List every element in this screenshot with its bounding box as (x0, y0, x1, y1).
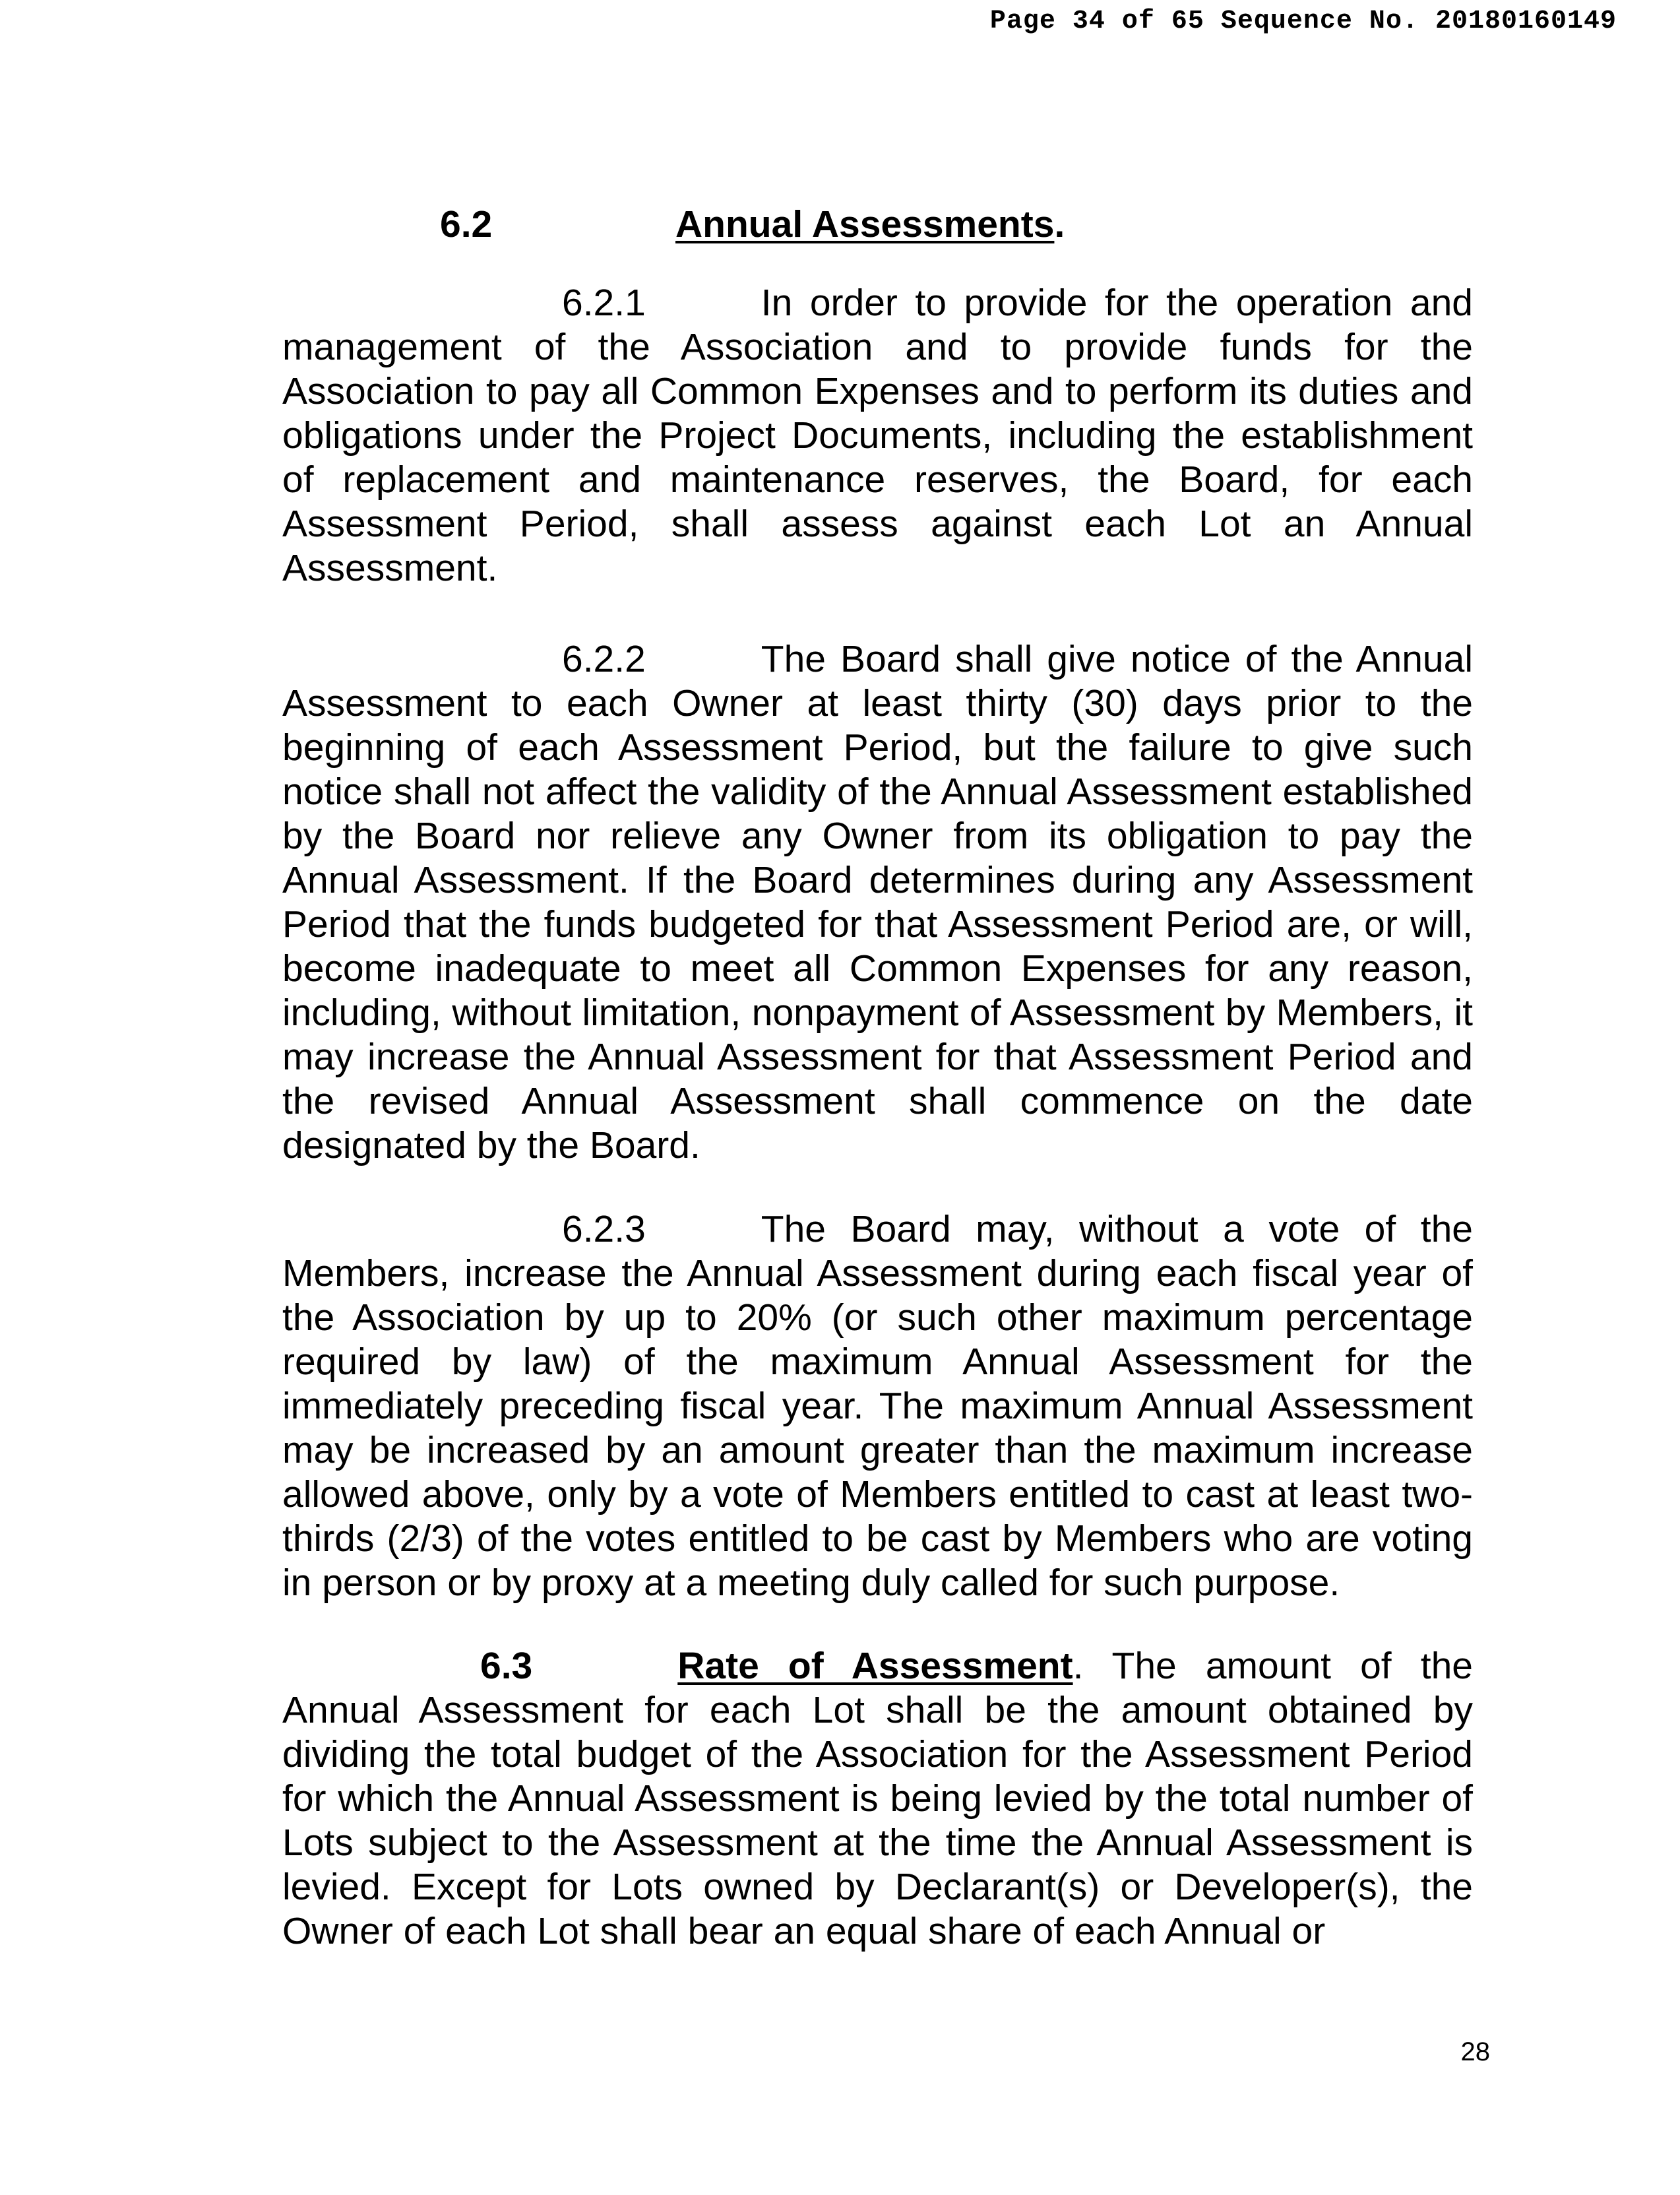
section-number: 6.2 (440, 203, 493, 245)
paragraph-text: The Board may, without a vote of the Members, increase the Annual Assessment during each fiscal year of the Association by up to 20% (or such other maximum percentage required by law) of the maximum Annual Assessment for the immediately preceding fiscal year. The maximum Annual Assessment may be increased by an amount greater than the maximum increase allowed above, only by a vote of Members entitled to cast at least two-thirds (2/3) of the votes entitled to be cast by Members who are voting in person or by proxy at a meeting duly called for such purpose. (282, 1208, 1473, 1604)
paragraph-6-2-3 (282, 1207, 1473, 1605)
paragraph-number: 6.2.1 (562, 282, 646, 324)
section-title: Rate of Assessment (677, 1645, 1073, 1687)
paragraph-text: In order to provide for the operation and management of the Association and to provide funds for the Association to pay all Common Expenses and to perform its duties and obligations under the Project Documents, including the establishment of replacement and maintenance reserves, the Board, for each Assessment Period, shall assess against each Lot an Annual Assessment. (282, 282, 1473, 589)
section-title-text: Annual Assessments (675, 203, 1055, 245)
section-number: 6.3 (480, 1645, 533, 1687)
paragraph-number: 6.2.2 (562, 638, 646, 680)
section-title (675, 198, 1065, 251)
paragraph-text: The amount of the Annual Assessment for each Lot shall be the amount obtained by dividing the total budget of the Association for the Assessment Period for which the Annual Assessment is being levied by the total number of Lots subject to the Assessment at the time the Annual Assessment is levied. Except for Lots owned by Declarant(s) or Developer(s), the Owner of each Lot shall bear an equal share of each Annual or (282, 1645, 1473, 1952)
paragraph-6-2-1 (282, 281, 1473, 590)
section-title-suffix: . (1054, 203, 1065, 245)
paragraph-number: 6.2.3 (562, 1208, 646, 1250)
paragraph-6-2-2 (282, 637, 1473, 1168)
paragraph-6-3 (282, 1644, 1473, 1954)
page-number: 28 (1460, 2037, 1490, 2066)
paragraph-text: The Board shall give notice of the Annual Assessment to each Owner at least thirty (30) days prior to the beginning of each Assessment Period, but the failure to give such notice shall not affect the validity of the Annual Assessment established by the Board nor relieve any Owner from its obligation to pay the Annual Assessment. If the Board determines during any Assessment Period that the funds budgeted for that Assessment Period are, or will, become inadequate to meet all Common Expenses for any reason, including, without limitation, nonpayment of Assessment by Members, it may increase the Annual Assessment for that Assessment Period and the revised Annual Assessment shall commence on the date designated by the Board. (282, 638, 1473, 1166)
section-heading-6-2 (440, 198, 1166, 251)
title-suffix: . (1073, 1645, 1084, 1687)
page-sequence-header: Page 34 of 65 Sequence No. 20180160149 (989, 7, 1617, 36)
